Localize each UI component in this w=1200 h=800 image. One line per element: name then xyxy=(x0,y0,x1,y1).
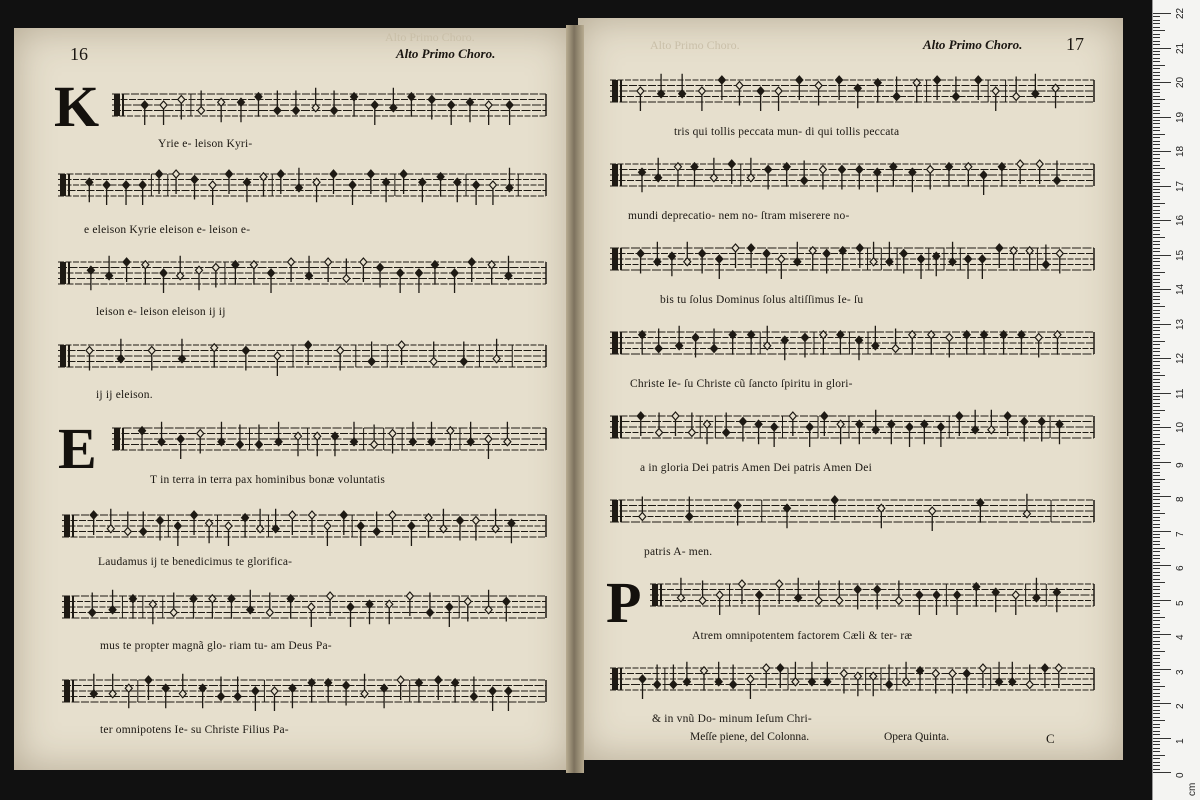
ruler-tick xyxy=(1153,334,1160,335)
ruler-tick xyxy=(1153,13,1171,14)
ruler-tick xyxy=(1153,213,1160,214)
ruler-tick xyxy=(1153,189,1160,190)
ruler-tick xyxy=(1153,724,1160,725)
ruler-tick xyxy=(1153,217,1160,218)
ruler-tick xyxy=(1153,106,1160,107)
ruler-tick xyxy=(1153,137,1160,138)
ruler-tick xyxy=(1153,544,1160,545)
ruler-tick xyxy=(1153,631,1160,632)
ruler-tick xyxy=(1153,465,1160,466)
ruler-tick xyxy=(1153,99,1165,100)
initial-letter-k: K xyxy=(54,74,100,139)
ruler-tick xyxy=(1153,34,1160,35)
ruler-label: 13 xyxy=(1175,318,1186,330)
ruler-tick xyxy=(1153,148,1160,149)
ruler-tick xyxy=(1153,403,1160,404)
ruler-tick xyxy=(1153,713,1160,714)
ruler-tick xyxy=(1153,575,1160,576)
ruler-tick xyxy=(1153,355,1160,356)
ruler-tick xyxy=(1153,582,1165,583)
ruler-tick xyxy=(1153,37,1160,38)
ruler-tick xyxy=(1153,179,1160,180)
ruler-label: 1 xyxy=(1175,737,1186,744)
ruler-tick xyxy=(1153,161,1160,162)
ruler-tick xyxy=(1153,261,1160,262)
ruler-tick xyxy=(1153,706,1160,707)
ruler-tick xyxy=(1153,655,1160,656)
ruler-tick xyxy=(1153,444,1165,445)
music-staff xyxy=(610,72,1094,114)
ruler-tick xyxy=(1153,299,1160,300)
ruler-tick xyxy=(1153,534,1160,535)
ruler-tick xyxy=(1153,751,1160,752)
ruler-tick xyxy=(1153,406,1160,407)
ruler-tick xyxy=(1153,272,1165,273)
ruler-tick xyxy=(1153,44,1160,45)
ruler-tick xyxy=(1153,586,1160,587)
ruler-tick xyxy=(1153,486,1160,487)
ruler-tick xyxy=(1153,738,1171,739)
ruler-tick xyxy=(1153,482,1160,483)
ruler-tick xyxy=(1153,379,1160,380)
ruler-tick xyxy=(1153,127,1160,128)
ruler-label: 18 xyxy=(1175,145,1186,157)
ruler-tick xyxy=(1153,234,1160,235)
ruler-tick xyxy=(1153,658,1160,659)
ruler-tick xyxy=(1153,292,1160,293)
ruler-tick xyxy=(1153,579,1160,580)
ruler-tick xyxy=(1153,455,1160,456)
ruler-tick xyxy=(1153,65,1165,66)
ruler-tick xyxy=(1153,113,1160,114)
ruler-tick xyxy=(1153,223,1160,224)
ruler-tick xyxy=(1153,517,1160,518)
ruler-tick xyxy=(1153,244,1160,245)
ruler-tick xyxy=(1153,693,1160,694)
ruler-tick xyxy=(1153,765,1160,766)
ruler-tick xyxy=(1153,227,1160,228)
music-staff xyxy=(610,408,1094,450)
ruler-tick xyxy=(1153,168,1165,169)
ruler-tick xyxy=(1153,748,1160,749)
ruler-tick xyxy=(1153,320,1160,321)
ruler-label: 16 xyxy=(1175,214,1186,226)
running-head-right: Alto Primo Choro. xyxy=(923,37,1023,52)
music-staff xyxy=(58,166,546,208)
ruler-tick xyxy=(1153,317,1160,318)
ruler-label: 4 xyxy=(1175,634,1186,640)
ruler-tick xyxy=(1153,524,1160,525)
ruler-tick xyxy=(1153,675,1160,676)
music-staff xyxy=(610,240,1094,282)
ruler-tick xyxy=(1153,672,1160,673)
ruler-tick xyxy=(1153,703,1171,704)
ruler-tick xyxy=(1153,61,1160,62)
ruler-tick xyxy=(1153,344,1160,345)
ruler-tick xyxy=(1153,41,1160,42)
ruler-tick xyxy=(1153,241,1160,242)
ruler-tick xyxy=(1153,361,1160,362)
ruler-tick xyxy=(1153,158,1160,159)
ruler-tick xyxy=(1153,393,1171,394)
ruler-tick xyxy=(1153,210,1160,211)
ruler-tick xyxy=(1153,537,1160,538)
ruler-tick xyxy=(1153,413,1160,414)
initial-letter-p: P xyxy=(606,570,642,635)
ruler-label: 19 xyxy=(1175,111,1186,123)
ruler-label: 20 xyxy=(1175,76,1186,88)
lyric-line: T in terra in terra pax hominibus bonæ voluntatis xyxy=(150,474,386,486)
lyric-line: tris qui tollis peccata mun- di qui tollis peccata xyxy=(674,126,900,138)
ruler-tick xyxy=(1153,644,1160,645)
ruler-tick xyxy=(1153,275,1160,276)
music-staff xyxy=(62,507,546,549)
ruler-tick xyxy=(1153,255,1171,256)
music-staff xyxy=(650,576,1094,618)
ruler-tick xyxy=(1153,237,1165,238)
ruler-label: 0 xyxy=(1175,772,1186,778)
ruler-tick xyxy=(1153,634,1171,635)
ruler-tick xyxy=(1153,303,1160,304)
ruler-tick xyxy=(1153,23,1160,24)
ruler-tick xyxy=(1153,382,1160,383)
ruler-tick xyxy=(1153,541,1160,542)
music-staff xyxy=(58,337,546,379)
ruler-tick xyxy=(1153,396,1160,397)
ruler-tick xyxy=(1153,186,1171,187)
ruler-tick xyxy=(1153,593,1160,594)
ruler-tick xyxy=(1153,330,1160,331)
ruler-tick xyxy=(1153,603,1160,604)
ruler-tick xyxy=(1153,665,1160,666)
ruler-tick xyxy=(1153,441,1160,442)
music-staff xyxy=(62,588,546,630)
ruler-tick xyxy=(1153,30,1165,31)
ruler-tick xyxy=(1153,85,1160,86)
ruler-tick xyxy=(1153,286,1160,287)
ruler-tick xyxy=(1153,686,1165,687)
ruler-tick xyxy=(1153,123,1160,124)
ruler-label: 3 xyxy=(1175,668,1186,675)
ruler-tick xyxy=(1153,772,1171,773)
ruler-tick xyxy=(1153,68,1160,69)
ruler-tick xyxy=(1153,679,1160,680)
ruler-tick xyxy=(1153,503,1160,504)
ruler-label: 21 xyxy=(1175,42,1186,54)
ruler-tick xyxy=(1153,341,1165,342)
music-staff xyxy=(112,86,546,128)
ruler-tick xyxy=(1153,199,1160,200)
ruler-tick xyxy=(1153,89,1160,90)
lyric-line: mus te propter magnã glo- riam tu- am Deus Pa- xyxy=(100,640,332,652)
ruler-tick xyxy=(1153,20,1160,21)
ruler-tick xyxy=(1153,568,1160,569)
ruler-tick xyxy=(1153,758,1160,759)
ruler-tick xyxy=(1153,141,1160,142)
ruler-tick xyxy=(1153,258,1160,259)
lyric-line: a in gloria Dei patris Amen Dei patris Amen Dei xyxy=(640,462,872,474)
ruler-tick xyxy=(1153,565,1171,566)
ruler-tick xyxy=(1153,120,1160,121)
lyric-line: Laudamus ij te benedicimus te glorifica- xyxy=(98,556,293,568)
ruler-tick xyxy=(1153,448,1160,449)
ruler-tick xyxy=(1153,206,1160,207)
ruler-tick xyxy=(1153,434,1160,435)
ruler-tick xyxy=(1153,424,1160,425)
page-number-left: 16 xyxy=(70,44,88,64)
ruler-tick xyxy=(1153,48,1171,49)
music-staff xyxy=(610,492,1094,534)
ruler-tick xyxy=(1153,710,1160,711)
ruler-tick xyxy=(1153,134,1165,135)
ruler-tick xyxy=(1153,499,1160,500)
ruler-label: 10 xyxy=(1175,421,1186,433)
lyric-line: patris A- men. xyxy=(644,546,713,558)
ruler-tick xyxy=(1153,468,1160,469)
ruler-label: 12 xyxy=(1175,352,1186,364)
ruler-tick xyxy=(1153,92,1160,93)
ruler-tick xyxy=(1153,506,1160,507)
ruler-tick xyxy=(1153,762,1160,763)
ruler-tick xyxy=(1153,493,1160,494)
ruler-tick xyxy=(1153,16,1160,17)
show-through-head-right: Alto Primo Choro. xyxy=(650,38,740,52)
ruler-tick xyxy=(1153,399,1160,400)
ruler-tick xyxy=(1153,151,1171,152)
ruler-tick xyxy=(1153,251,1160,252)
ruler-tick xyxy=(1153,103,1160,104)
ruler-tick xyxy=(1153,600,1171,601)
ruler-tick xyxy=(1153,572,1160,573)
ruler-tick xyxy=(1153,296,1160,297)
ruler-tick xyxy=(1153,172,1160,173)
ruler-tick xyxy=(1153,451,1160,452)
ruler-tick xyxy=(1153,637,1160,638)
ruler-tick xyxy=(1153,117,1171,118)
ruler-tick xyxy=(1153,610,1160,611)
ruler-tick xyxy=(1153,79,1160,80)
ruler-tick xyxy=(1153,110,1160,111)
ruler-tick xyxy=(1153,755,1165,756)
footer-signature: C xyxy=(1046,731,1055,746)
ruler-tick xyxy=(1153,282,1160,283)
ruler-tick xyxy=(1153,420,1160,421)
ruler-tick xyxy=(1153,558,1160,559)
ruler-tick xyxy=(1153,496,1171,497)
ruler-tick xyxy=(1153,696,1160,697)
ruler-tick xyxy=(1153,365,1160,366)
lyric-line: Yrie e- leison Kyri- xyxy=(158,138,253,150)
ruler-tick xyxy=(1153,72,1160,73)
ruler-tick xyxy=(1153,717,1160,718)
ruler-tick xyxy=(1153,230,1160,231)
lyric-line: ij ij eleison. xyxy=(96,389,153,401)
ruler-tick xyxy=(1153,265,1160,266)
lyric-line: mundi deprecatio- nem no- ſtram miserere no- xyxy=(628,210,850,222)
lyric-line: ter omnipotens Ie- su Christe Filius Pa- xyxy=(100,724,289,736)
ruler-tick xyxy=(1153,727,1160,728)
ruler-label: 7 xyxy=(1175,530,1186,537)
ruler-tick xyxy=(1153,617,1165,618)
ruler-tick xyxy=(1153,154,1160,155)
ruler-tick xyxy=(1153,437,1160,438)
music-staff xyxy=(610,660,1094,702)
ruler-label: 6 xyxy=(1175,565,1186,571)
ruler-tick xyxy=(1153,196,1160,197)
ruler-tick xyxy=(1153,248,1160,249)
footer-opus: Opera Quinta. xyxy=(884,731,950,743)
ruler-label: 5 xyxy=(1175,599,1186,606)
lyric-line: leison e- leison eleison ij ij xyxy=(96,306,226,318)
ruler-tick xyxy=(1153,606,1160,607)
ruler-tick xyxy=(1153,58,1160,59)
ruler-tick xyxy=(1153,651,1165,652)
ruler-label: 2 xyxy=(1175,703,1186,709)
ruler-tick xyxy=(1153,268,1160,269)
ruler-tick xyxy=(1153,462,1171,463)
ruler-tick xyxy=(1153,741,1160,742)
ruler-tick xyxy=(1153,372,1160,373)
ruler-tick xyxy=(1153,627,1160,628)
ruler-tick xyxy=(1153,769,1160,770)
ruler-tick xyxy=(1153,337,1160,338)
page-number-right: 17 xyxy=(1066,34,1084,54)
ruler-tick xyxy=(1153,417,1160,418)
ruler-tick xyxy=(1153,410,1165,411)
ruler-tick xyxy=(1153,96,1160,97)
initial-letter-e: E xyxy=(58,416,97,481)
ruler-tick xyxy=(1153,689,1160,690)
ruler-tick xyxy=(1153,427,1171,428)
ruler-tick xyxy=(1153,310,1160,311)
ruler-label: 22 xyxy=(1175,7,1186,19)
ruler-tick xyxy=(1153,682,1160,683)
lyric-line: bis tu ſolus Dominus ſolus altiſſimus Ie- ſu xyxy=(660,294,864,306)
ruler-tick xyxy=(1153,324,1171,325)
ruler-tick xyxy=(1153,375,1165,376)
ruler-tick xyxy=(1153,75,1160,76)
ruler-tick xyxy=(1153,430,1160,431)
ruler-tick xyxy=(1153,562,1160,563)
music-staff xyxy=(610,156,1094,198)
ruler-tick xyxy=(1153,648,1160,649)
ruler-tick xyxy=(1153,327,1160,328)
ruler-tick xyxy=(1153,527,1160,528)
ruler-tick xyxy=(1153,289,1171,290)
ruler-tick xyxy=(1153,520,1160,521)
ruler-tick xyxy=(1153,620,1160,621)
ruler-tick xyxy=(1153,513,1165,514)
ruler-tick xyxy=(1153,389,1160,390)
ruler-tick xyxy=(1153,182,1160,183)
ruler-tick xyxy=(1153,386,1160,387)
ruler-tick xyxy=(1153,589,1160,590)
ruler-tick xyxy=(1153,551,1160,552)
ruler-label: 15 xyxy=(1175,249,1186,261)
ruler-tick xyxy=(1153,475,1160,476)
footer-title: Meſſe piene, del Colonna. xyxy=(690,731,810,743)
ruler-tick xyxy=(1153,489,1160,490)
ruler-tick xyxy=(1153,613,1160,614)
ruler-label: 11 xyxy=(1175,388,1186,399)
measurement-ruler xyxy=(1152,0,1200,800)
lyric-line: Atrem omnipotentem factorem Cæli & ter- ræ xyxy=(692,630,913,642)
ruler-tick xyxy=(1153,51,1160,52)
ruler-tick xyxy=(1153,144,1160,145)
music-staff xyxy=(62,672,546,714)
ruler-tick xyxy=(1153,734,1160,735)
ruler-tick xyxy=(1153,479,1165,480)
music-staff xyxy=(610,324,1094,366)
lyric-line: e eleison Kyrie eleison e- leison e- xyxy=(84,224,251,236)
ruler-tick xyxy=(1153,555,1160,556)
ruler-tick xyxy=(1153,731,1160,732)
ruler-tick xyxy=(1153,531,1171,532)
ruler-label: 14 xyxy=(1175,283,1186,295)
show-through-head-left: Alto Primo Choro. xyxy=(385,30,475,44)
ruler-tick xyxy=(1153,624,1160,625)
music-staff xyxy=(58,254,546,296)
ruler-tick xyxy=(1153,700,1160,701)
ruler-tick xyxy=(1153,203,1165,204)
ruler-tick xyxy=(1153,720,1165,721)
ruler-tick xyxy=(1153,596,1160,597)
ruler-tick xyxy=(1153,192,1160,193)
ruler-tick xyxy=(1153,130,1160,131)
ruler-tick xyxy=(1153,358,1171,359)
music-staff xyxy=(112,420,546,462)
ruler-tick xyxy=(1153,27,1160,28)
book-gutter xyxy=(566,25,584,773)
ruler-tick xyxy=(1153,368,1160,369)
ruler-label: 17 xyxy=(1175,180,1186,192)
ruler-tick xyxy=(1153,641,1160,642)
ruler-tick xyxy=(1153,510,1160,511)
ruler-tick xyxy=(1153,472,1160,473)
lyric-line: & in vnũ Do- minum Ieſum Chri- xyxy=(652,713,812,725)
ruler-tick xyxy=(1153,175,1160,176)
ruler-tick xyxy=(1153,458,1160,459)
ruler-tick xyxy=(1153,669,1171,670)
ruler-tick xyxy=(1153,279,1160,280)
running-head-left: Alto Primo Choro. xyxy=(396,46,496,61)
ruler-label: 9 xyxy=(1175,461,1186,468)
ruler-tick xyxy=(1153,54,1160,55)
ruler-tick xyxy=(1153,744,1160,745)
ruler-tick xyxy=(1153,662,1160,663)
ruler-label: 8 xyxy=(1175,496,1186,502)
ruler-tick xyxy=(1153,348,1160,349)
ruler-tick xyxy=(1153,313,1160,314)
lyric-line: Christe Ie- ſu Christe cũ ſancto ſpiritu in glori- xyxy=(630,378,853,390)
ruler-tick xyxy=(1153,306,1165,307)
ruler-tick xyxy=(1153,220,1171,221)
ruler-tick xyxy=(1153,548,1165,549)
ruler-unit: cm xyxy=(1187,782,1198,796)
ruler-tick xyxy=(1153,82,1171,83)
ruler-tick xyxy=(1153,165,1160,166)
ruler-tick xyxy=(1153,351,1160,352)
